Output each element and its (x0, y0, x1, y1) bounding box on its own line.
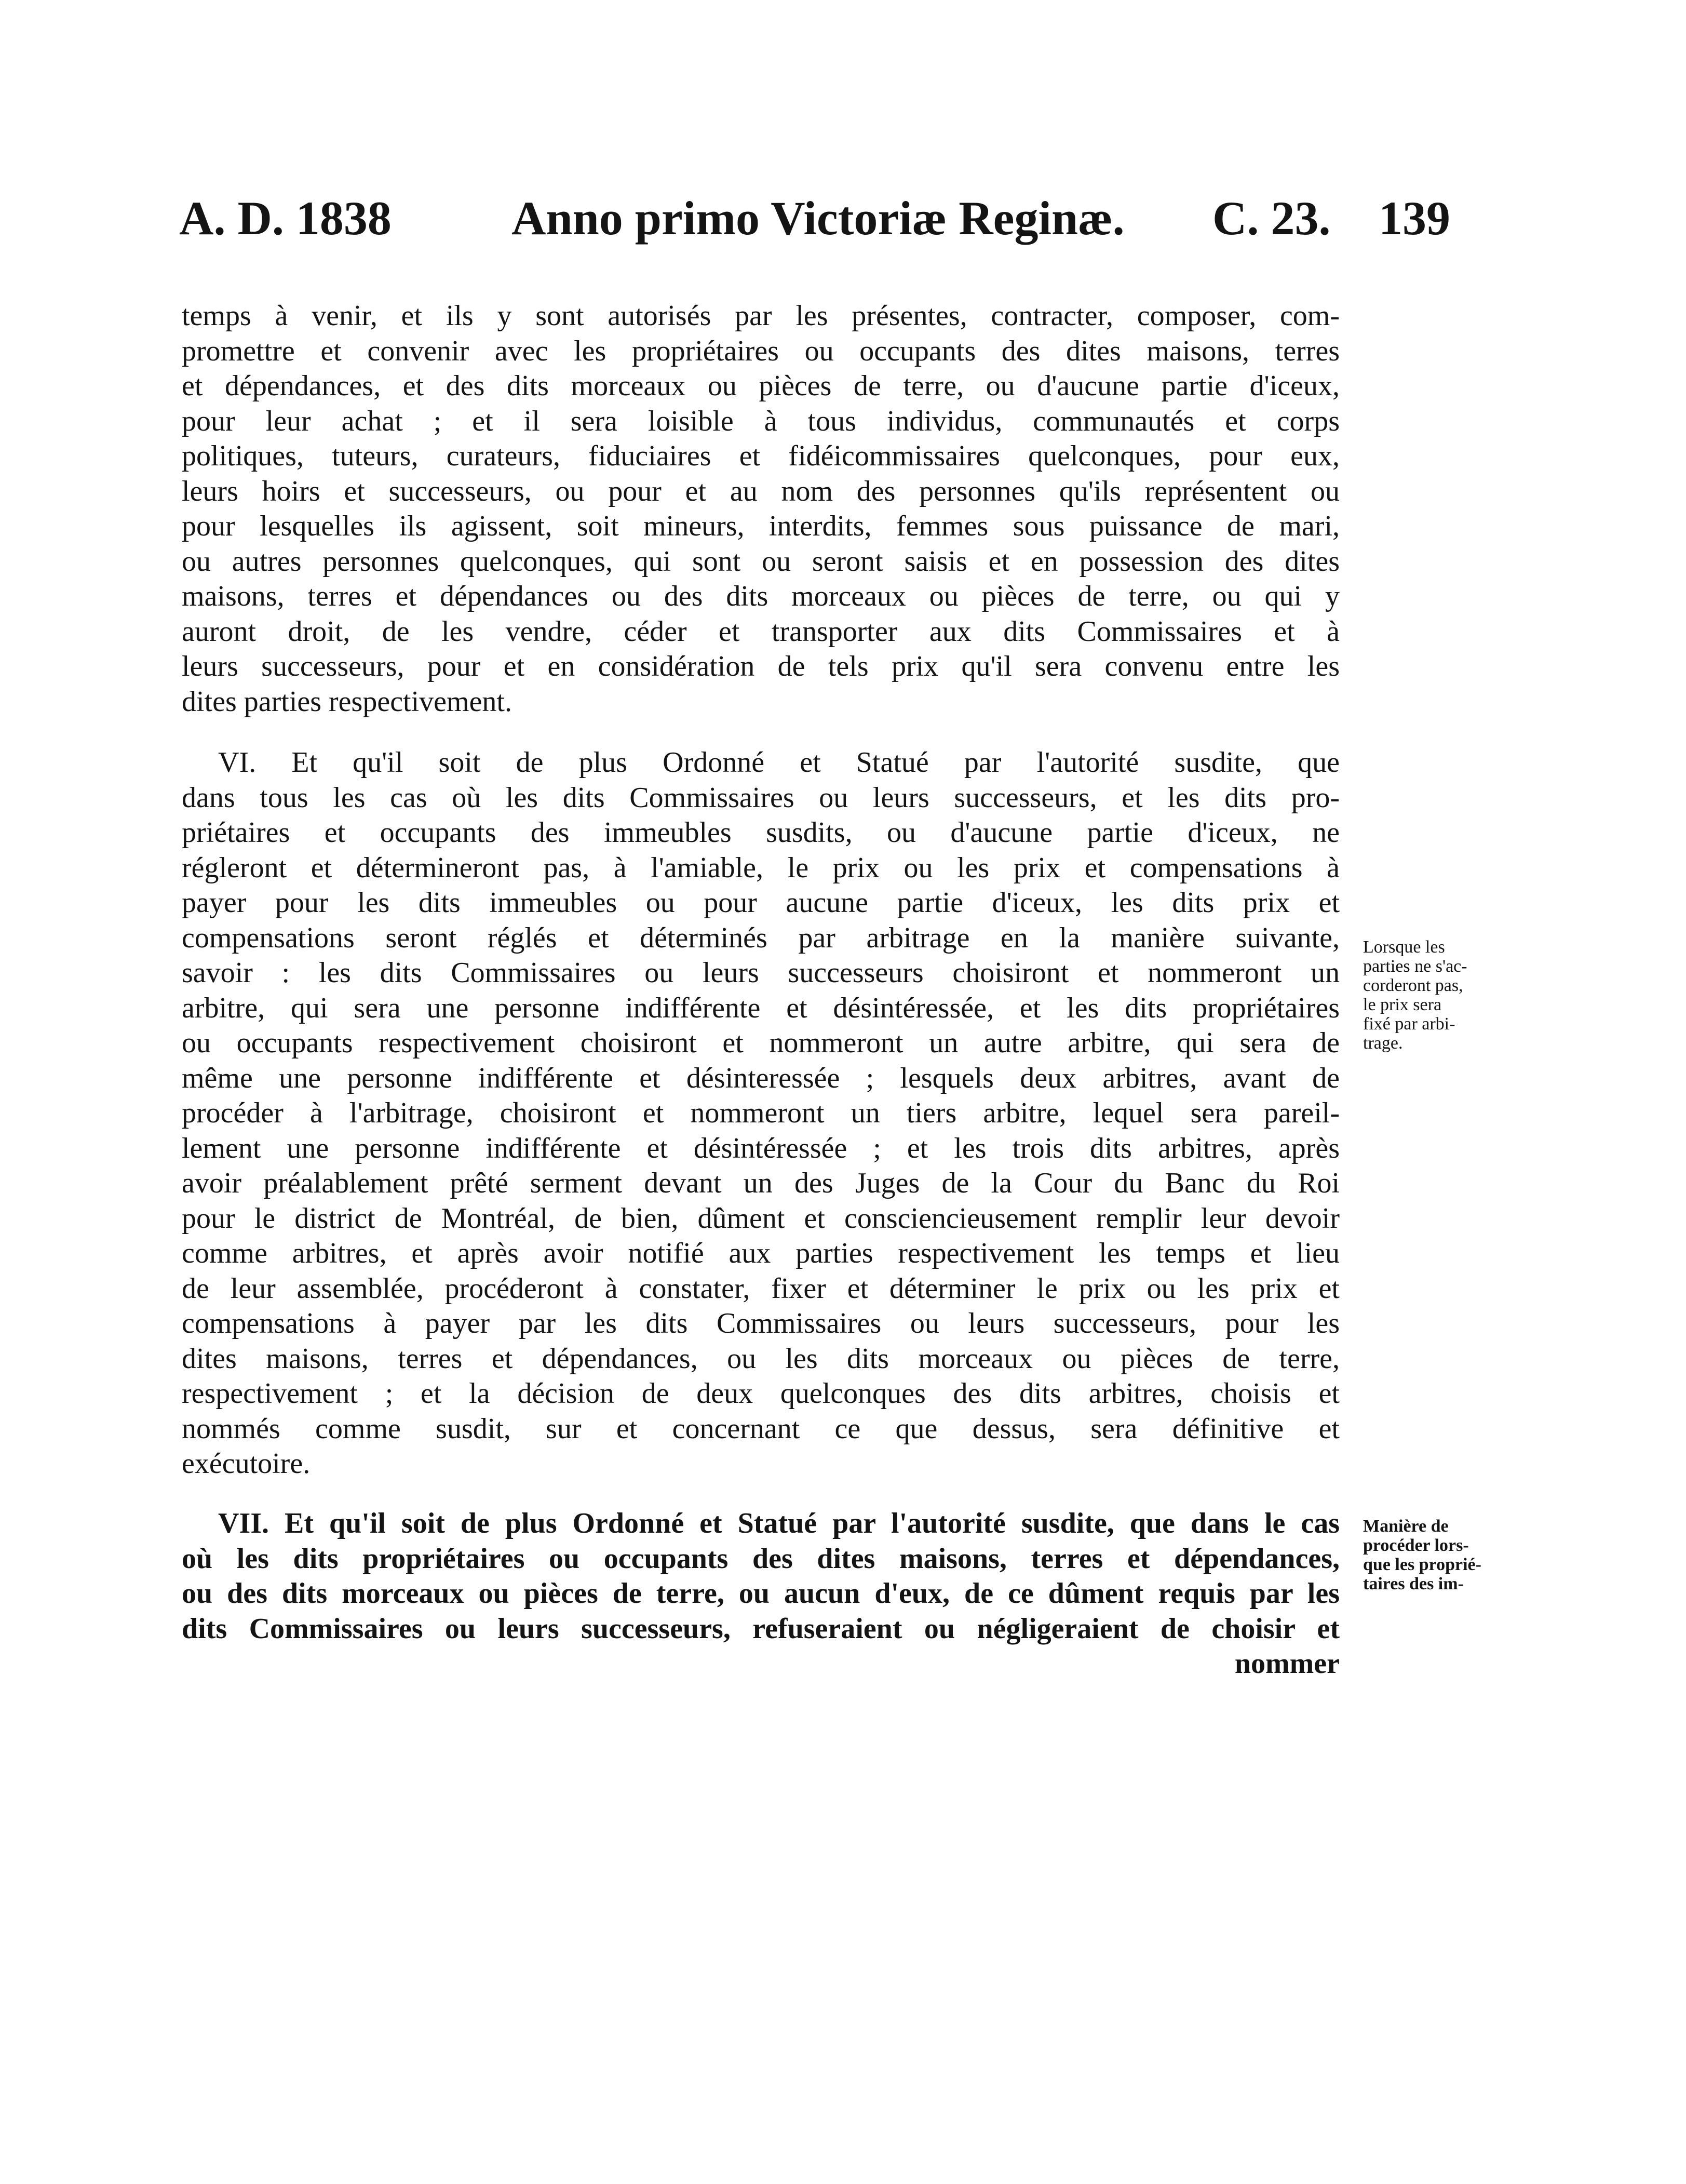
text-line: maisons, terres et dépendances ou des dits morceaux ou pièces de terre, ou qui y (182, 580, 1340, 612)
text-line: payer pour les dits immeubles ou pour aucune partie d'iceux, les dits prix et (182, 887, 1340, 919)
text-line: exécutoire. (182, 1448, 311, 1480)
text-line: VII. Et qu'il soit de plus Ordonné et Statué par l'autorité susdite, que dans le cas (218, 1507, 1340, 1539)
text-line: régleront et détermineront pas, à l'amiable, le prix ou les prix et compensations à (182, 851, 1340, 884)
text-line: avoir préalablement prêté serment devant un des Juges de la Cour du Banc du Roi (182, 1167, 1340, 1199)
text-line: même une personne indifférente et désinteressée ; lesquels deux arbitres, avant de (182, 1062, 1340, 1094)
text-line: pour lesquelles ils agissent, soit mineurs, interdits, femmes sous puissance de mari, (182, 510, 1340, 542)
text-line: dites maisons, terres et dépendances, ou les dits morceaux ou pièces de terre, (182, 1342, 1340, 1375)
header-year: A. D. 1838 (179, 192, 392, 245)
text-line: ou des dits morceaux ou pièces de terre, ou aucun d'eux, de ce dûment requis par les (182, 1577, 1340, 1610)
text-line: leurs successeurs, pour et en considération de tels prix qu'il sera convenu entre les (182, 650, 1340, 682)
text-line: de leur assemblée, procéderont à constater, fixer et déterminer le prix ou les prix et (182, 1272, 1340, 1305)
text-line: pour le district de Montréal, de bien, dûment et consciencieusement remplir leur devoir (182, 1202, 1340, 1235)
text-line: dites parties respectivement. (182, 685, 512, 718)
margin-note-arbitration (1363, 937, 1519, 1053)
text-line: compensations à payer par les dits Commissaires ou leurs successeurs, pour les (182, 1307, 1340, 1339)
text-line: dits Commissaires ou leurs successeurs, refuseraient ou négligeraient de choisir et (182, 1612, 1340, 1645)
margin-note-line: Manière de (1363, 1517, 1449, 1536)
running-header (179, 187, 1450, 249)
margin-note-line: corderont pas, (1363, 976, 1463, 995)
text-line: savoir : les dits Commissaires ou leurs successeurs choisiront et nommeront un (182, 957, 1340, 989)
text-line: promettre et convenir avec les propriétaires ou occupants des dites maisons, terres (182, 334, 1340, 367)
margin-note-line: Lorsque les (1363, 937, 1445, 957)
page-number: 139 (1379, 192, 1450, 245)
text-line: respectivement ; et la décision de deux quelconques des dits arbitres, choisis et (182, 1377, 1340, 1410)
text-line: arbitre, qui sera une personne indifférente et désintéressée, et les dits propriétaires (182, 991, 1340, 1024)
text-line: dans tous les cas où les dits Commissaires ou leurs successeurs, et les dits pro- (182, 781, 1340, 814)
header-chapter: C. 23. (1212, 192, 1331, 245)
text-line: lement une personne indifférente et désintéressée ; et les trois dits arbitres, après (182, 1132, 1340, 1164)
header-title: Anno primo Victoriæ Reginæ. (511, 192, 1125, 245)
text-line: auront droit, de les vendre, céder et transporter aux dits Commissaires et à (182, 615, 1340, 648)
text-line: priétaires et occupants des immeubles susdits, ou d'aucune partie d'iceux, ne (182, 816, 1340, 849)
margin-note-procedure (1363, 1517, 1519, 1593)
margin-note-line: que les proprié- (1363, 1555, 1481, 1574)
text-line: compensations seront réglés et déterminés par arbitrage en la manière suivante, (182, 921, 1340, 954)
margin-note-line: le prix sera (1363, 995, 1442, 1014)
text-line: comme arbitres, et après avoir notifié aux parties respectivement les temps et lieu (182, 1237, 1340, 1269)
catchword: nommer (1234, 1647, 1340, 1680)
text-line: ou autres personnes quelconques, qui sont ou seront saisis et en possession des dites (182, 545, 1340, 578)
margin-note-line: fixé par arbi- (1363, 1014, 1455, 1034)
text-line: temps à venir, et ils y sont autorisés par les présentes, contracter, composer, com- (182, 300, 1340, 332)
paragraph-continuation (182, 299, 1340, 719)
text-line: ou occupants respectivement choisiront et nommeront un autre arbitre, qui sera de (182, 1027, 1340, 1059)
margin-note-line: taires des im- (1363, 1574, 1464, 1593)
text-line: leurs hoirs et successeurs, ou pour et au nom des personnes qu'ils représentent ou (182, 475, 1340, 507)
text-line: VI. Et qu'il soit de plus Ordonné et Statué par l'autorité susdite, que (218, 746, 1340, 779)
text-line: pour leur achat ; et il sera loisible à tous individus, communautés et corps (182, 405, 1340, 437)
text-line: politiques, tuteurs, curateurs, fiduciaires et fidéicommissaires quelconques, pour eux, (182, 440, 1340, 472)
text-line: où les dits propriétaires ou occupants des dites maisons, terres et dépendances, (182, 1542, 1340, 1575)
text-line: nommés comme susdit, sur et concernant ce que dessus, sera définitive et (182, 1412, 1340, 1445)
text-line: procéder à l'arbitrage, choisiront et nommeront un tiers arbitre, lequel sera pareil- (182, 1097, 1340, 1129)
margin-note-line: trage. (1363, 1034, 1403, 1053)
margin-note-line: procéder lors- (1363, 1536, 1469, 1555)
margin-note-line: parties ne s'ac- (1363, 957, 1467, 976)
text-line: et dépendances, et des dits morceaux ou pièces de terre, ou d'aucune partie d'iceux, (182, 370, 1340, 402)
section-vi (182, 745, 1340, 1482)
section-vii (182, 1506, 1340, 1682)
